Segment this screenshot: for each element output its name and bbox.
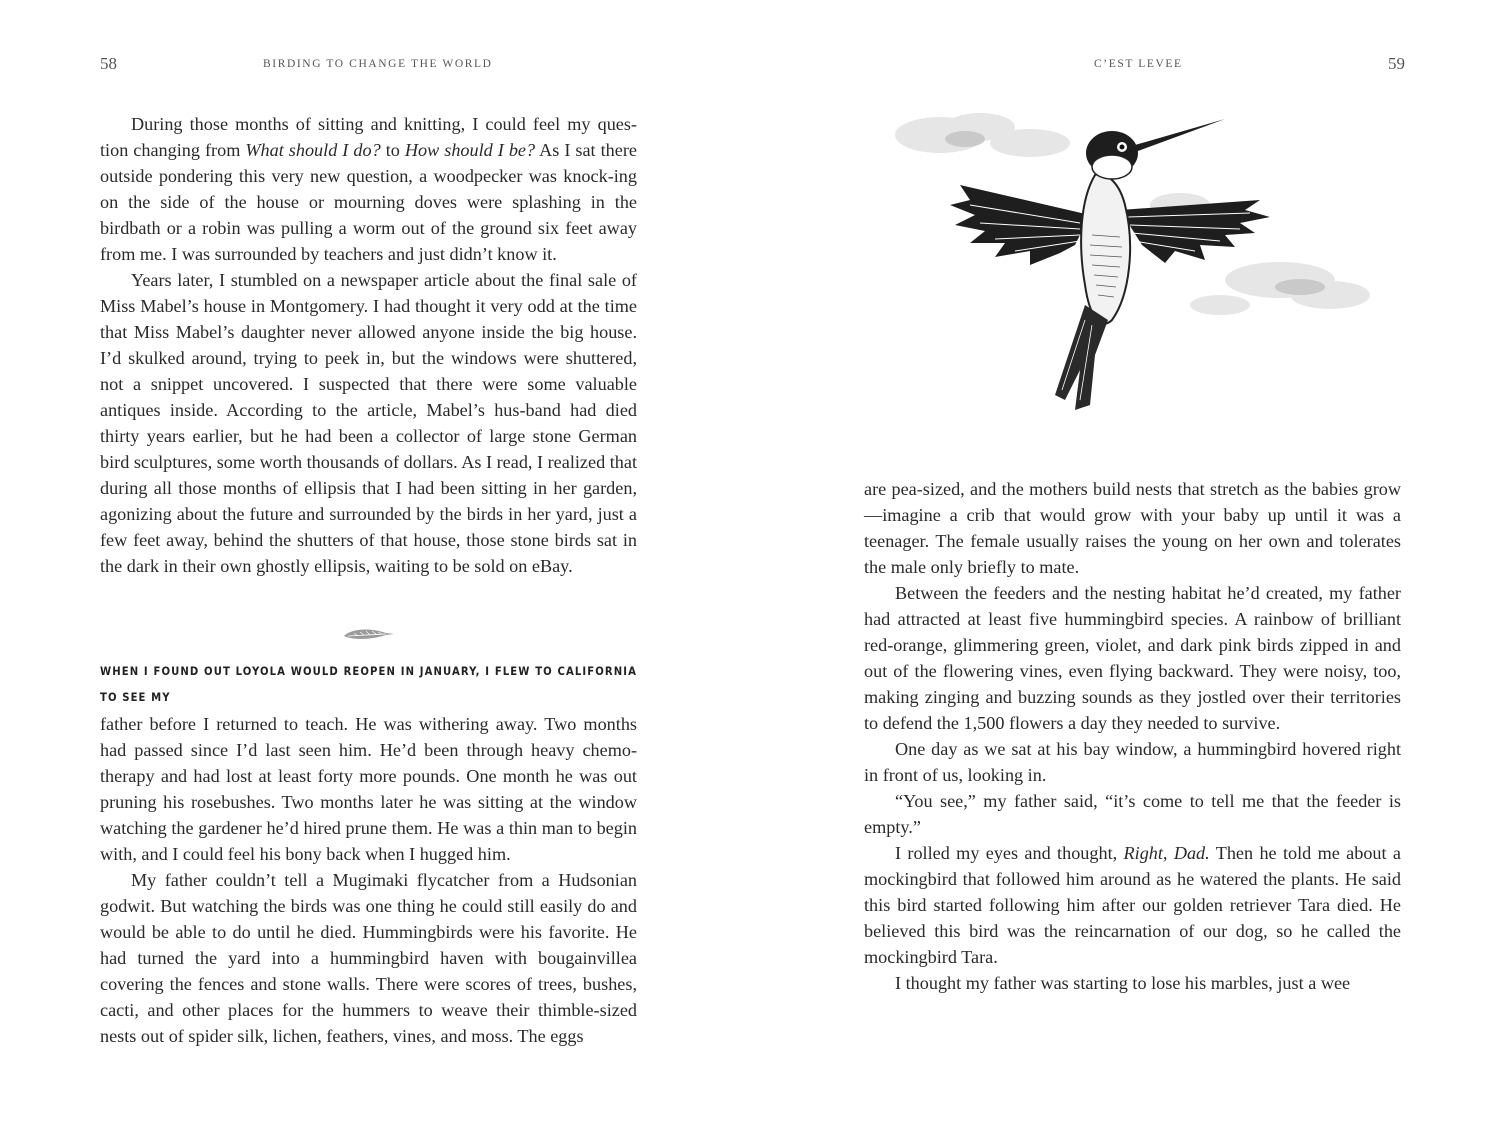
- running-head-left: BIRDING TO CHANGE THE WORLD: [263, 58, 493, 70]
- paragraph: father before I returned to teach. He was withering away. Two months had passed since I’d last seen him. He’d been through heavy chemo-therapy and had lost at least forty more pounds. One month he was out pruning his rosebushes. Two months later he was sitting at the window watching the gardener he’d hired prune them. He was a thin man to begin with, and I could feel his bony back when I hugged him.: [100, 714, 637, 864]
- page-number-right: 59: [1388, 54, 1405, 73]
- right-page: [750, 0, 1500, 1126]
- section-lead-in: WHEN I FOUND OUT LOYOLA WOULD REOPEN IN JANUARY, I FLEW TO CALIFORNIA TO SEE MY: [100, 665, 637, 704]
- paragraph: “You see,” my father said, “it’s come to tell me that the feeder is empty.”: [864, 791, 1401, 837]
- running-head-right: C’EST LEVEE: [1094, 58, 1183, 70]
- section-two-block: [100, 659, 637, 1049]
- paragraph: One day as we sat at his bay window, a hummingbird hovered right in front of us, looking in.: [864, 739, 1401, 785]
- page-number-left: 58: [100, 54, 117, 73]
- paragraph: My father couldn’t tell a Mugimaki flycatcher from a Hudsonian godwit. But watching the birds was one thing he could still easily do and would be able to do until he died. Hummingbirds were his favorite. He had turned the yard into a hummingbird haven with bougainvillea covering the fences and stone walls. There were scores of trees, bushes, cacti, and other places for the hummers to weave their thimble-sized nests out of spider silk, lichen, feathers, vines, and moss. The eggs: [100, 870, 637, 1046]
- right-text-block: [864, 476, 1401, 996]
- hummingbird-illustration-icon: [880, 105, 1380, 425]
- paragraph: During those months of sitting and knitting, I could feel my ques-tion changing from What should I do? to How should I be? As I sat there outside pondering this very new question, a woodpecker was knock-ing on the side of the house or mourning doves were splashing in the birdbath or a robin was pulling a worm out of the ground six feet away from me. I was surrounded by teachers and just didn’t know it.: [100, 114, 637, 264]
- paragraph: are pea-sized, and the mothers build nests that stretch as the babies grow—imagine a crib that would grow with your baby up until it was a teenager. The female usually raises the young on her own and tolerates the male only briefly to mate.: [864, 479, 1401, 577]
- paragraph: Between the feeders and the nesting habitat he’d created, my father had attracted at least five hummingbird species. A rainbow of brilliant red-orange, glimmering green, violet, and dark pink birds zipped in and out of the flowering vines, even flying backward. They were noisy, too, making zinging and buzzing sounds as they jostled over their territories to defend the 1,500 flowers a day they needed to survive.: [864, 583, 1401, 733]
- left-text-block: [100, 111, 637, 579]
- paragraph: I rolled my eyes and thought, Right, Dad. Then he told me about a mockingbird that followed him around as he watered the plants. He said this bird started following him after our golden retriever Tara died. He believed this bird was the reincarnation of our dog, so he called the mockingbird Tara.: [864, 843, 1402, 967]
- feather-ornament-icon: [340, 624, 396, 644]
- paragraph: Years later, I stumbled on a newspaper article about the final sale of Miss Mabel’s house in Montgomery. I had thought it very odd at the time that Miss Mabel’s daughter never allowed anyone inside the big house. I’d skulked around, trying to peek in, but the windows were shuttered, not a snippet uncovered. I suspected that there were some valuable antiques inside. According to the article, Mabel’s hus-band had died thirty years earlier, but he had been a collector of large stone German bird sculptures, some worth thousands of dollars. As I read, I realized that during all those months of ellipsis that I had been sitting in her garden, agonizing about the future and surrounded by the birds in her yard, just a few feet away, behind the shutters of that house, those stone birds sat in the dark in their own ghostly ellipsis, waiting to be sold on eBay.: [100, 270, 637, 576]
- paragraph: I thought my father was starting to lose his marbles, just a wee: [895, 973, 1351, 993]
